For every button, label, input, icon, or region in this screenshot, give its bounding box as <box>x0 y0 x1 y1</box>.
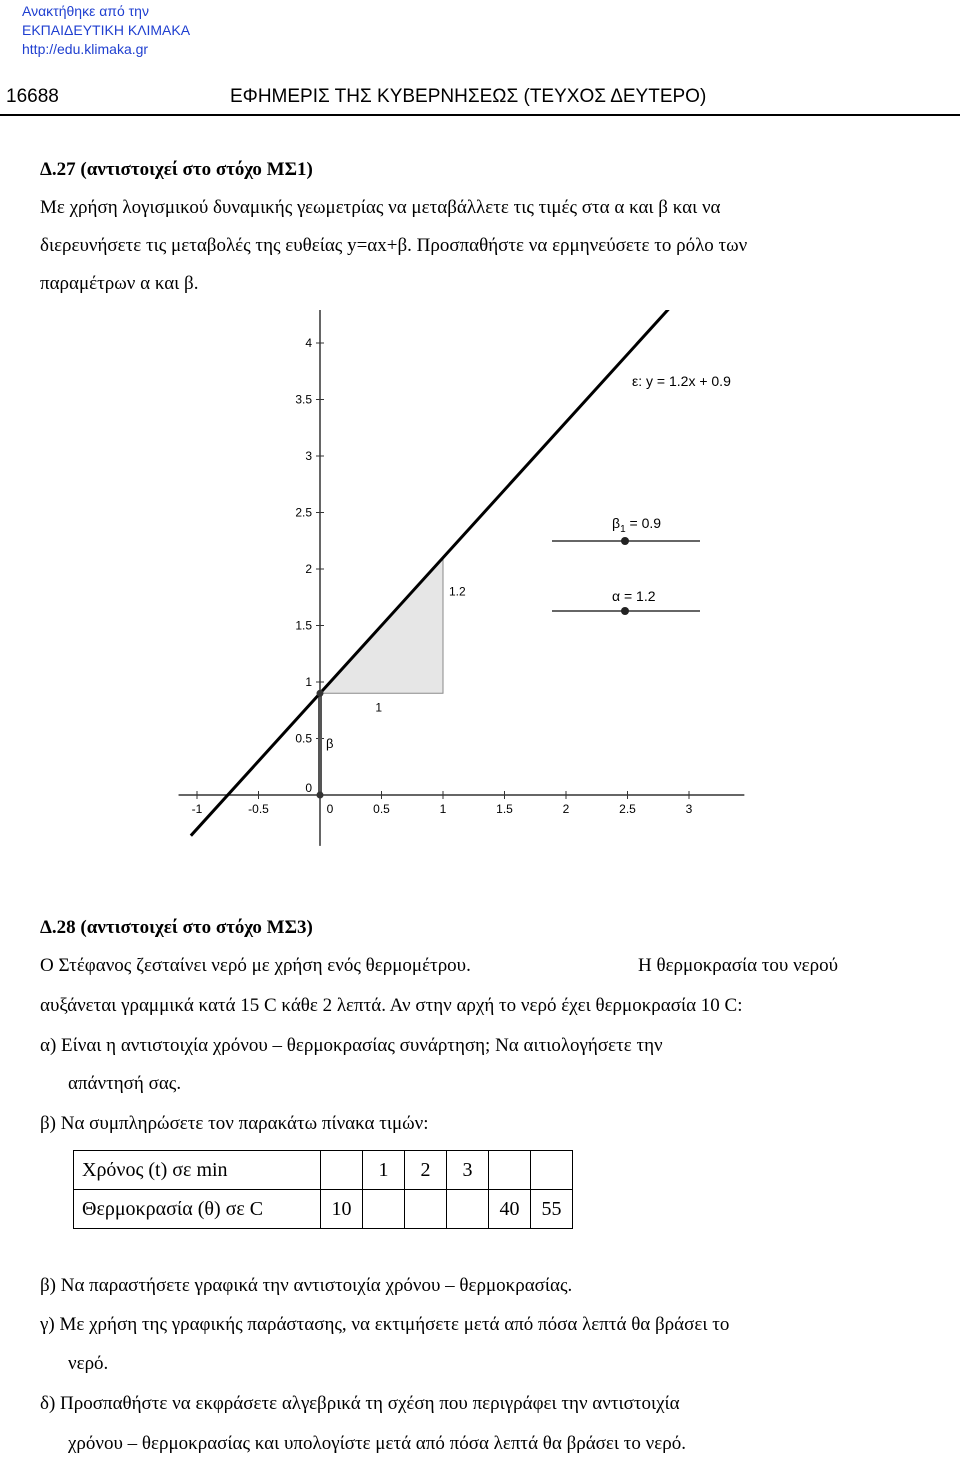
beta-slider-label: $\beta_1 = 0.9$ <box>612 515 662 535</box>
alpha-slider-handle[interactable] <box>621 607 629 615</box>
question-a: α) Είναι η αντιστοιχία χρόνου – θερμοκρασίας συνάρτηση; Να αιτιολογήσετε την <box>40 1035 663 1056</box>
table-cell[interactable]: 2 <box>405 1151 447 1190</box>
beta-slider-handle[interactable] <box>621 537 629 545</box>
table-cell[interactable] <box>363 1190 405 1229</box>
y-tick-label: 2 <box>305 562 312 576</box>
watermark-line-1: Ανακτήθηκε από την <box>22 3 149 19</box>
table-row <box>74 1190 573 1229</box>
table-cell[interactable] <box>447 1190 489 1229</box>
d27-line-2: διερευνήσετε τις μεταβολές της ευθείας y=αx+β. Προσπαθήστε να ερμηνεύσετε το ρόλο των <box>40 235 748 256</box>
x-tick-label: 1.5 <box>496 802 513 816</box>
beta-segment-label: β <box>326 736 334 752</box>
table-cell[interactable] <box>321 1151 363 1190</box>
y-tick-label: 4 <box>305 336 312 350</box>
y-tick-label: 0.5 <box>295 731 312 746</box>
page-header-title: ΕΦΗΜΕΡΙΣ ΤΗΣ ΚΥΒΕΡΝΗΣΕΩΣ (ΤΕΥΧΟΣ ΔΕΥΤΕΡΟ) <box>230 86 707 107</box>
slope-run-label: 1 <box>375 700 383 715</box>
intercept-point <box>317 690 324 697</box>
y-tick-label: 1.5 <box>295 618 312 633</box>
slope-rise-label: 1.2 <box>449 584 466 599</box>
watermark-link[interactable]: http://edu.klimaka.gr <box>22 41 149 57</box>
x-tick-label: 0 <box>326 802 334 816</box>
x-tick-label: 1 <box>439 802 447 816</box>
x-tick-label: -0.5 <box>248 802 269 816</box>
table-cell[interactable]: 10 <box>321 1190 363 1229</box>
table-cell[interactable] <box>405 1190 447 1229</box>
y-tick-label: 0 <box>305 781 312 795</box>
d28-line-1a: Ο Στέφανος ζεσταίνει νερό με χρήση ενός θερμομέτρου. <box>40 955 471 976</box>
question-b2: β) Να παραστήσετε γραφικά την αντιστοιχία χρόνου – θερμοκρασίας. <box>40 1275 573 1296</box>
table-row-label-time: Χρόνος (t) σε min <box>74 1151 321 1190</box>
d27-line-1: Με χρήση λογισμικού δυναμικής γεωμετρίας να μεταβάλλετε τις τιμές στα α και β και να <box>40 197 721 218</box>
d27-line-3: παραμέτρων α και β. <box>40 273 199 294</box>
question-d-cont: χρόνου – θερμοκρασίας και υπολογίστε μετά από πόσα λεπτά θα βράσει το νερό. <box>68 1433 686 1454</box>
y-tick-label: 3.5 <box>295 392 312 407</box>
question-c-cont: νερό. <box>68 1353 109 1374</box>
table-cell[interactable] <box>489 1151 531 1190</box>
table-row-label-temperature: Θερμοκρασία (θ) σε C <box>74 1190 321 1229</box>
question-d: δ) Προσπαθήστε να εκφράσετε αλγεβρικά τη σχέση που περιγράφει την αντιστοιχία <box>40 1393 680 1414</box>
values-table <box>73 1150 573 1229</box>
table-cell[interactable]: 55 <box>531 1190 573 1229</box>
x-tick-label: 2.5 <box>619 802 636 816</box>
watermark-line-2: ΕΚΠΑΙΔΕΥΤΙΚΗ ΚΛΙΜΑΚΑ <box>22 22 191 38</box>
table-cell[interactable]: 1 <box>363 1151 405 1190</box>
line-graph <box>0 310 960 870</box>
table-row <box>74 1151 573 1190</box>
header-divider <box>0 114 960 116</box>
page-number: 16688 <box>6 86 59 107</box>
d28-title: Δ.28 (αντιστοιχεί στο στόχο ΜΣ3) <box>40 917 313 938</box>
line-equation-label: ε: y = 1.2x + 0.9 <box>632 373 731 389</box>
x-tick-label: 0.5 <box>373 802 390 816</box>
x-tick-label: -1 <box>191 802 203 816</box>
d28-line-1b: Η θερμοκρασία του νερού <box>638 955 839 976</box>
table-cell[interactable] <box>531 1151 573 1190</box>
table-cell[interactable]: 3 <box>447 1151 489 1190</box>
graph-line <box>191 310 669 836</box>
y-tick-label: 1 <box>305 675 312 689</box>
y-tick-label: 3 <box>305 449 312 463</box>
x-tick-label: 3 <box>685 802 693 816</box>
table-cell[interactable]: 40 <box>489 1190 531 1229</box>
question-c: γ) Με χρήση της γραφικής παράστασης, να εκτιμήσετε μετά από πόσα λεπτά θα βράσει το <box>40 1314 730 1335</box>
origin-point <box>317 792 324 799</box>
y-tick-label: 2.5 <box>295 505 312 520</box>
x-tick-label: 2 <box>562 802 570 816</box>
d27-title: Δ.27 (αντιστοιχεί στο στόχο ΜΣ1) <box>40 159 313 180</box>
alpha-slider-label: α = 1.2 <box>612 588 656 604</box>
d28-line-2: αυξάνεται γραμμικά κατά 15 C κάθε 2 λεπτά. Αν στην αρχή το νερό έχει θερμοκρασία 10 C: <box>40 995 743 1016</box>
question-a-cont: απάντησή σας. <box>68 1073 182 1094</box>
question-b: β) Να συμπληρώσετε τον παρακάτω πίνακα τιμών: <box>40 1113 429 1134</box>
